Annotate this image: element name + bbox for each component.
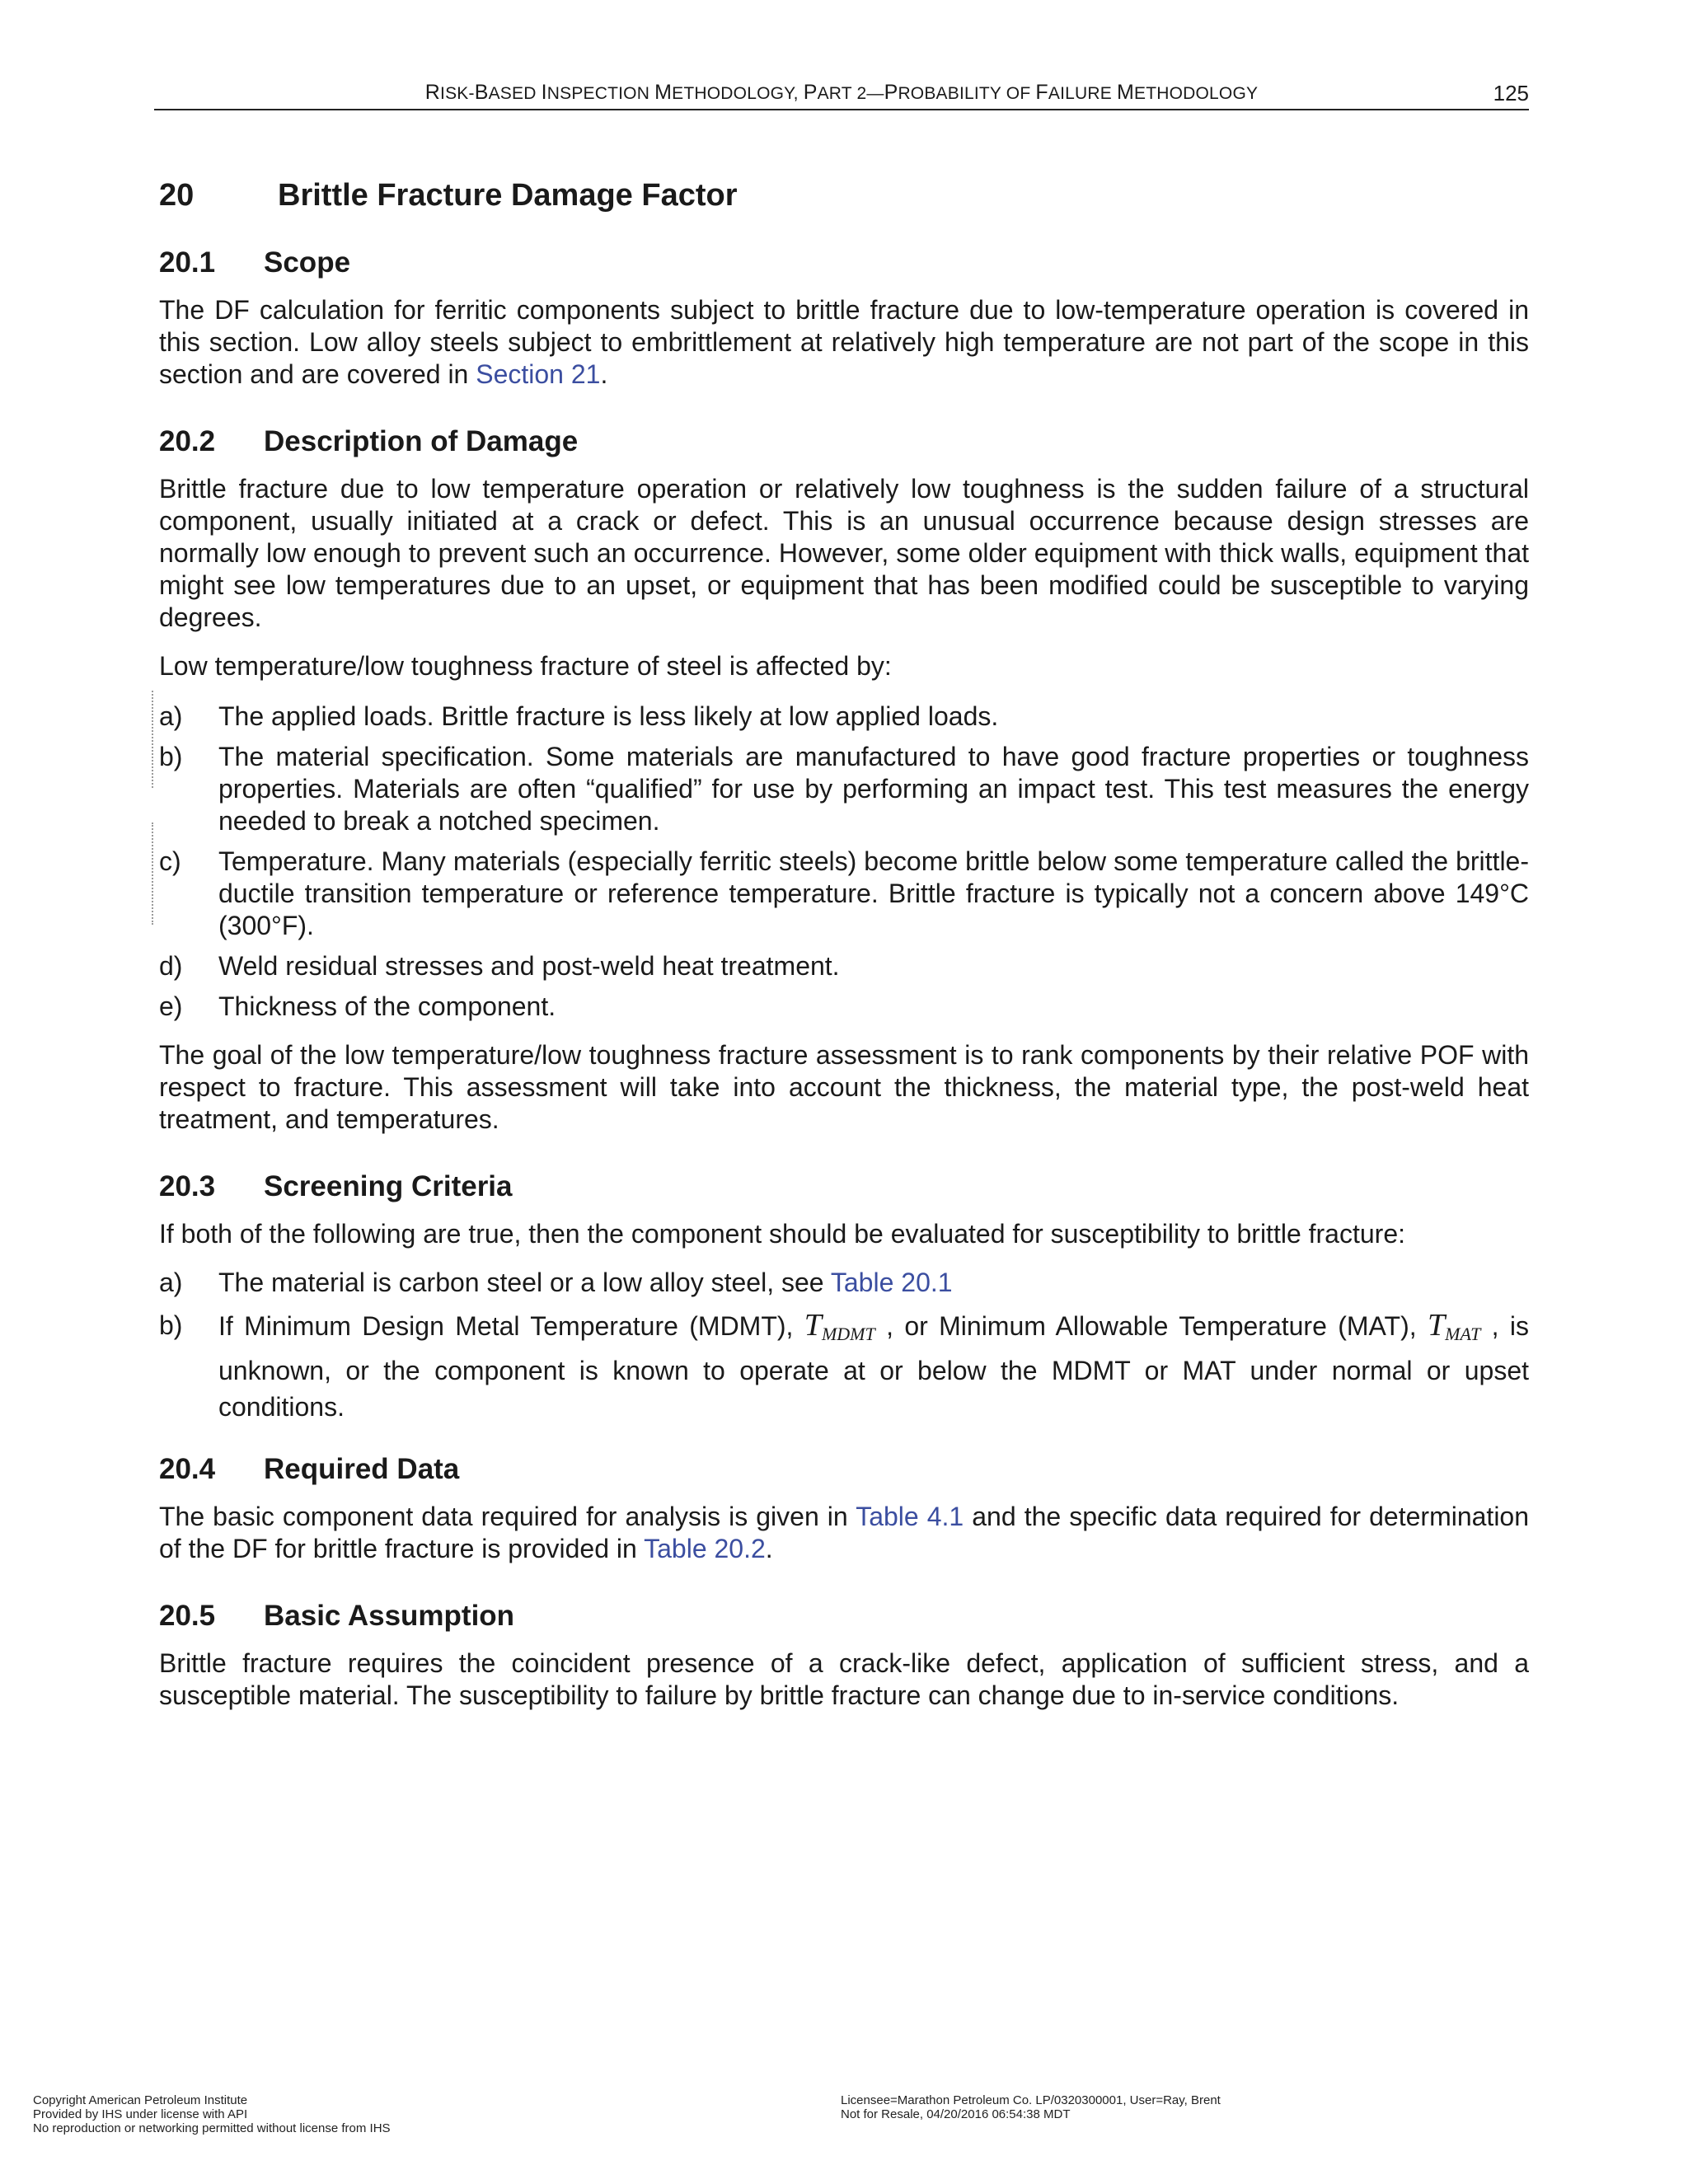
- list-item: b) The material specification. Some materials are manufactured to have good fracture properties or toughness properties. Materials are often “qualified” for use by performing an impact test. This test measures the energy needed to break a notched specimen.: [159, 742, 1529, 836]
- section-heading: [159, 178, 1529, 213]
- scope-paragraph: The DF calculation for ferritic components subject to brittle fracture due to low-temperature operation is covered in this section. Low alloy steels subject to embrittlement at relatively high temperature are not part of the scope in this section and are covered in Section 21.: [159, 295, 1529, 389]
- subsection-number: 20.1: [159, 246, 216, 279]
- subsection-heading-scope: [159, 246, 1529, 279]
- t-mat-symbol: $T_{MAT}$: [1427, 1308, 1481, 1344]
- revision-change-bar: [152, 823, 153, 925]
- factors-list: [159, 701, 1529, 1023]
- t-mdmt-symbol: $T_{MDMT}$: [804, 1308, 875, 1344]
- subsection-heading-screening: [159, 1170, 1529, 1203]
- screening-intro: If both of the following are true, then the component should be evaluated for susceptibility to brittle fracture:: [159, 1219, 1405, 1249]
- title-word: PART 2—: [803, 81, 884, 104]
- list-item: c) Temperature. Many materials (especially ferritic steels) become brittle below some temperature called the brittle-ductile transition temperature or reference temperature. Brittle fracture is typically not a concern above 149°C (300°F).: [159, 846, 1529, 940]
- title-word: BASED: [474, 81, 542, 104]
- subsection-title: Description of Damage: [264, 425, 579, 457]
- section-number: 20: [159, 178, 195, 213]
- title-word: METHODOLOGY: [1116, 81, 1259, 104]
- subsection-heading-description: [159, 425, 1529, 458]
- subsection-title: Required Data: [264, 1453, 460, 1485]
- assessment-goal-paragraph: The goal of the low temperature/low toughness fracture assessment is to rank components by their relative POF with respect to fracture. This assessment will take into account the thickness, the material type, the post-weld heat treatment, and temperatures.: [159, 1040, 1529, 1134]
- subsection-title: Screening Criteria: [264, 1170, 513, 1202]
- title-word: RISK-: [424, 81, 475, 104]
- running-header: [154, 77, 1529, 110]
- title-word: FAILURE: [1035, 81, 1117, 104]
- footer-license: Licensee=Marathon Petroleum Co. LP/0320300001, User=Ray, Brent Not for Resale, 04/20/2016 06:54:38 MDT: [841, 2093, 1221, 2121]
- list-item: a) The applied loads. Brittle fracture is less likely at low applied loads.: [159, 701, 999, 731]
- subsection-number: 20.3: [159, 1170, 216, 1202]
- table-20-2-link[interactable]: Table 20.2: [644, 1534, 766, 1563]
- list-item: e) Thickness of the component.: [159, 991, 556, 1021]
- subsection-heading-assumption: [159, 1600, 1529, 1633]
- subsection-title: Scope: [264, 246, 351, 279]
- list-item: a) The material is carbon steel or a low alloy steel, see Table 20.1: [159, 1268, 953, 1297]
- subsection-heading-required-data: [159, 1453, 1529, 1486]
- footer-copyright: Copyright American Petroleum Institute Provided by IHS under license with API No reproduction or networking permitted without license from IHS: [33, 2093, 391, 2135]
- description-paragraph: Brittle fracture due to low temperature operation or relatively low toughness is the sudden failure of a structural component, usually initiated at a crack or defect. This is an unusual occurrence because design stresses are normally low enough to prevent such an occurrence. However, some older equipment with thick walls, equipment that might see low temperatures due to an upset, or equipment that has been modified could be susceptible to varying degrees.: [159, 474, 1529, 632]
- table-20-1-link[interactable]: Table 20.1: [830, 1268, 953, 1297]
- table-4-1-link[interactable]: Table 4.1: [856, 1502, 964, 1531]
- page-number: 125: [1493, 81, 1529, 105]
- list-item: b) If Minimum Design Metal Temperature (MDMT), $T_{MDMT}$ , or Minimum Allowable Temperature (MAT), $T_{MAT}$ , is unknown, or the component is known to operate at or below the MDMT or MAT under normal or upset conditions.: [159, 1308, 1530, 1422]
- screening-list: [159, 1267, 1529, 1425]
- title-word: METHODOLOGY,: [654, 81, 804, 104]
- required-data-paragraph: The basic component data required for analysis is given in Table 4.1 and the specific data required for determination of the DF for brittle fracture is provided in Table 20.2.: [159, 1502, 1530, 1563]
- assumption-paragraph: Brittle fracture requires the coincident presence of a crack-like defect, application of sufficient stress, and a susceptible material. The susceptibility to failure by brittle fracture can change due to in-service conditions.: [159, 1648, 1529, 1710]
- title-word: PROBABILITY OF: [884, 81, 1036, 104]
- page-body: [159, 178, 1529, 1728]
- factors-intro: Low temperature/low toughness fracture of steel is affected by:: [159, 651, 892, 681]
- title-word: INSPECTION: [541, 81, 655, 104]
- subsection-title: Basic Assumption: [264, 1600, 515, 1632]
- subsection-number: 20.5: [159, 1600, 216, 1632]
- subsection-number: 20.2: [159, 425, 216, 457]
- subsection-number: 20.4: [159, 1453, 216, 1485]
- section-title: Brittle Fracture Damage Factor: [278, 178, 738, 213]
- running-title: [154, 81, 1529, 105]
- section-21-link[interactable]: Section 21: [476, 359, 601, 389]
- list-item: d) Weld residual stresses and post-weld heat treatment.: [159, 951, 840, 981]
- revision-change-bar: [152, 691, 153, 788]
